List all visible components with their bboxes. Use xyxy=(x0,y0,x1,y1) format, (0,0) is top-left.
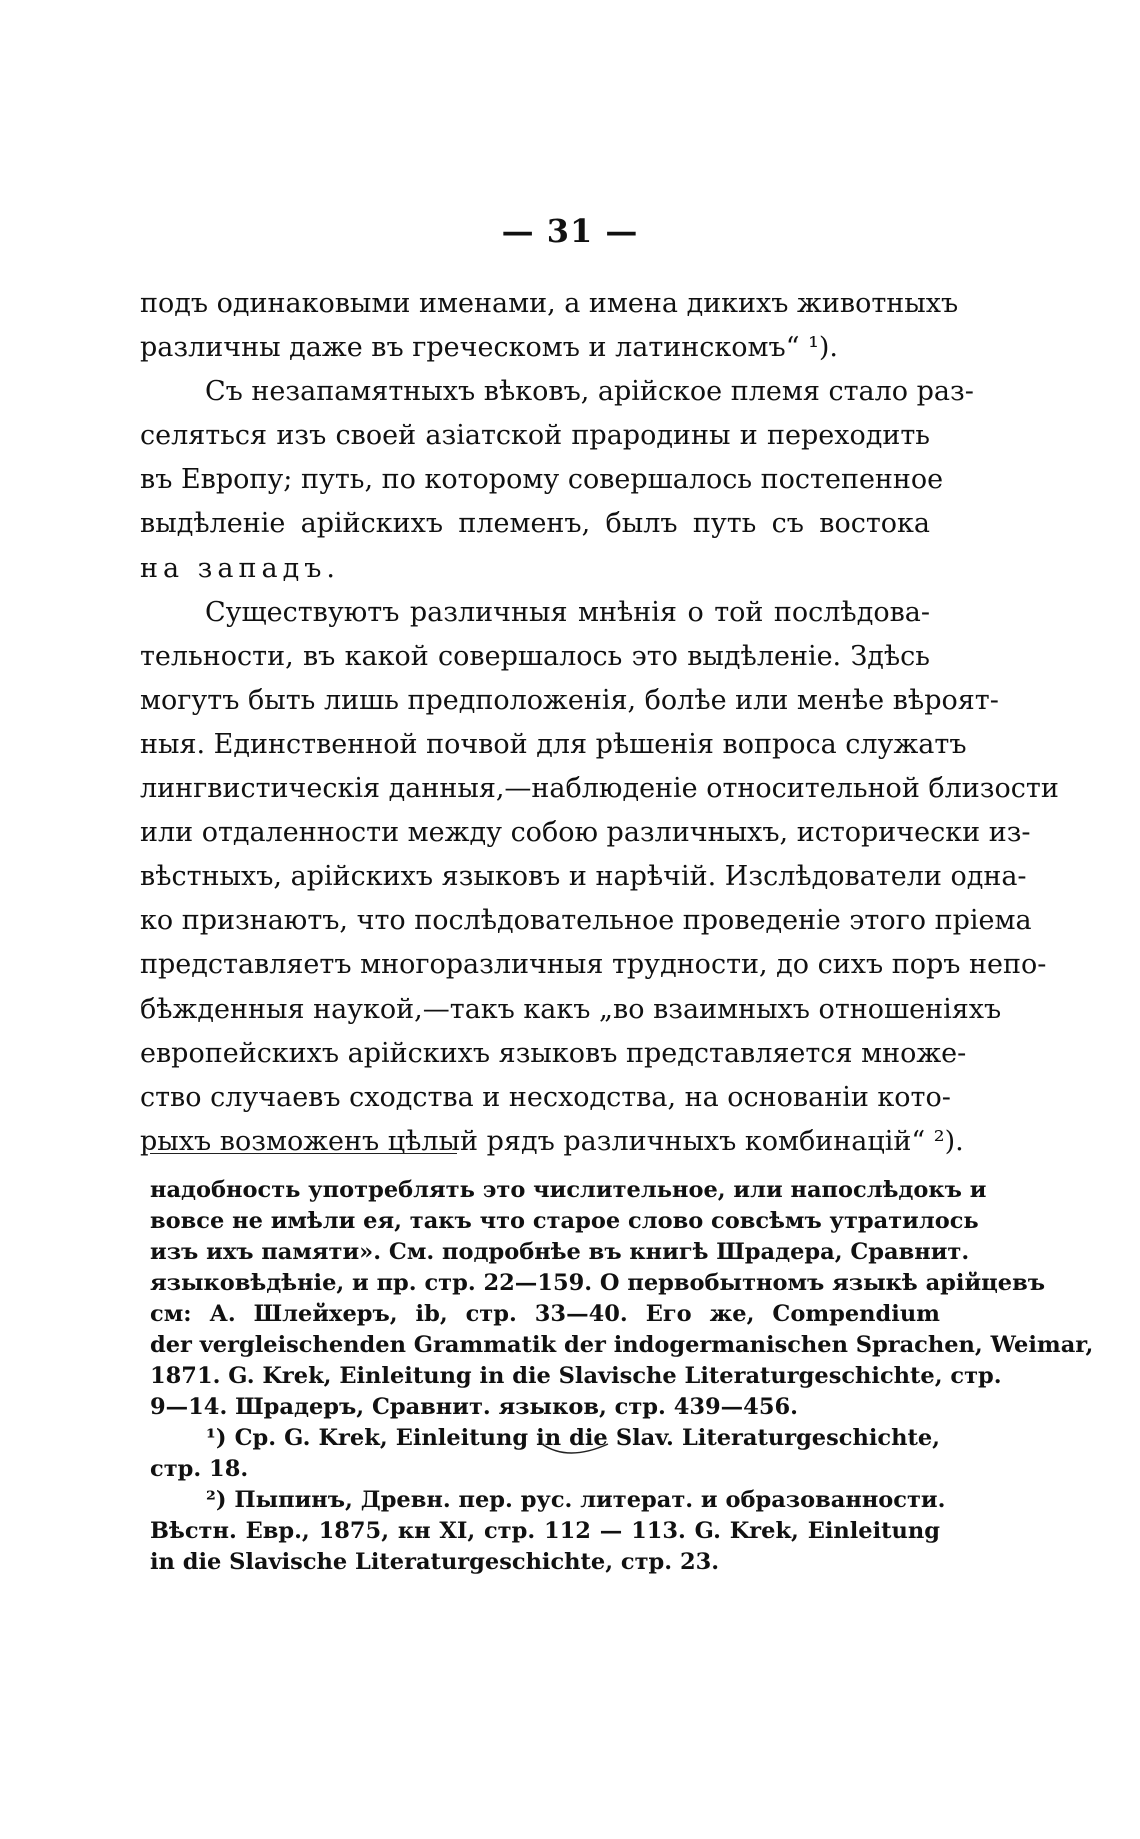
text-line: рыхъ возможенъ цѣлый рядъ различныхъ комбинацій“ ²). xyxy=(140,1125,964,1157)
text-line: представляетъ многоразличныя трудности, до сихъ поръ непо- xyxy=(140,949,1047,981)
text-line: тельности, въ какой совершалось это выдѣленіе. Здѣсь xyxy=(140,640,930,672)
footnote-line: 9—14. Шрадеръ, Сравнит. языков, стр. 439—456. xyxy=(150,1394,798,1420)
footnote-line: см: А. Шлейхеръ, ib, стр. 33—40. Его же, Compendium xyxy=(150,1301,940,1327)
footnote-divider xyxy=(150,1153,457,1154)
text-line: лингвистическія данныя,—наблюденіе относительной близости xyxy=(140,773,1059,805)
text-line: Существуютъ различныя мнѣнія о той послѣдова- xyxy=(205,596,930,628)
text-line: могутъ быть лишь предположенія, болѣе или менѣе вѣроят- xyxy=(140,684,999,716)
pen-mark xyxy=(540,1440,610,1462)
page-number: — 31 — xyxy=(501,212,639,250)
text-line: въ Европу; путь, по которому совершалось постепенное xyxy=(140,464,944,496)
footnote-line: вовсе не имѣли ея, такъ что старое слово совсѣмъ утратилось xyxy=(150,1208,979,1234)
footnote-line: ²) Пыпинъ, Древн. пер. рус. литерат. и образованности. xyxy=(206,1487,946,1513)
footnote-line: языковѣдѣніе, и пр. стр. 22—159. О первобытномъ языкѣ арійцевъ xyxy=(150,1270,1045,1296)
footnote-line: 1871. G. Krek, Einleitung in die Slavische Literaturgeschichte, стр. xyxy=(150,1363,1002,1389)
body-text xyxy=(140,282,1059,1164)
text-line: выдѣленіе арійскихъ племенъ, былъ путь съ востока xyxy=(140,508,930,540)
text-line: различны даже въ греческомъ и латинскомъ“ ¹). xyxy=(140,332,839,364)
footnote-line: ¹) Ср. G. Krek, Einleitung in die Slav. Literaturgeschichte, xyxy=(206,1425,940,1451)
text-line: селяться изъ своей азіатской прародины и переходить xyxy=(140,420,930,452)
text-line: или отдаленности между собою различныхъ, исторически из- xyxy=(140,817,1031,849)
text-line: вѣстныхъ, арійскихъ языковъ и нарѣчій. Изслѣдователи одна- xyxy=(140,861,1027,893)
footnote-line: Вѣстн. Евр., 1875, кн XI, стр. 112 — 113. G. Krek, Einleitung xyxy=(150,1518,940,1544)
text-line: европейскихъ арійскихъ языковъ представляется множе- xyxy=(140,1037,967,1069)
text-line: ныя. Единственной почвой для рѣшенія вопроса служатъ xyxy=(140,728,967,760)
text-line: подъ одинаковыми именами, а имена дикихъ животныхъ xyxy=(140,288,959,319)
footnote-line: der vergleischenden Grammatik der indogermanischen Sprachen, Weimar, xyxy=(150,1332,1094,1358)
text-line: бѣжденныя наукой,—такъ какъ „во взаимныхъ отношеніяхъ xyxy=(140,993,1002,1025)
footnote-line: in die Slavische Literaturgeschichte, стр. 23. xyxy=(150,1549,720,1575)
text-line: на западъ. xyxy=(140,552,340,584)
text-line: ко признаютъ, что послѣдовательное проведеніе этого пріема xyxy=(140,905,1032,937)
text-line: ство случаевъ сходства и несходства, на основаніи кото- xyxy=(140,1081,951,1113)
footnotes xyxy=(150,1175,1094,1578)
text-line: Съ незапамятныхъ вѣковъ, арійское племя стало раз- xyxy=(205,376,974,408)
footnote-line: стр. 18. xyxy=(150,1456,249,1482)
footnote-line: надобность употреблять это числительное, или напослѣдокъ и xyxy=(150,1177,987,1203)
footnote-line: изъ ихъ памяти». См. подробнѣе въ книгѣ Шрадера, Сравнит. xyxy=(150,1239,970,1265)
